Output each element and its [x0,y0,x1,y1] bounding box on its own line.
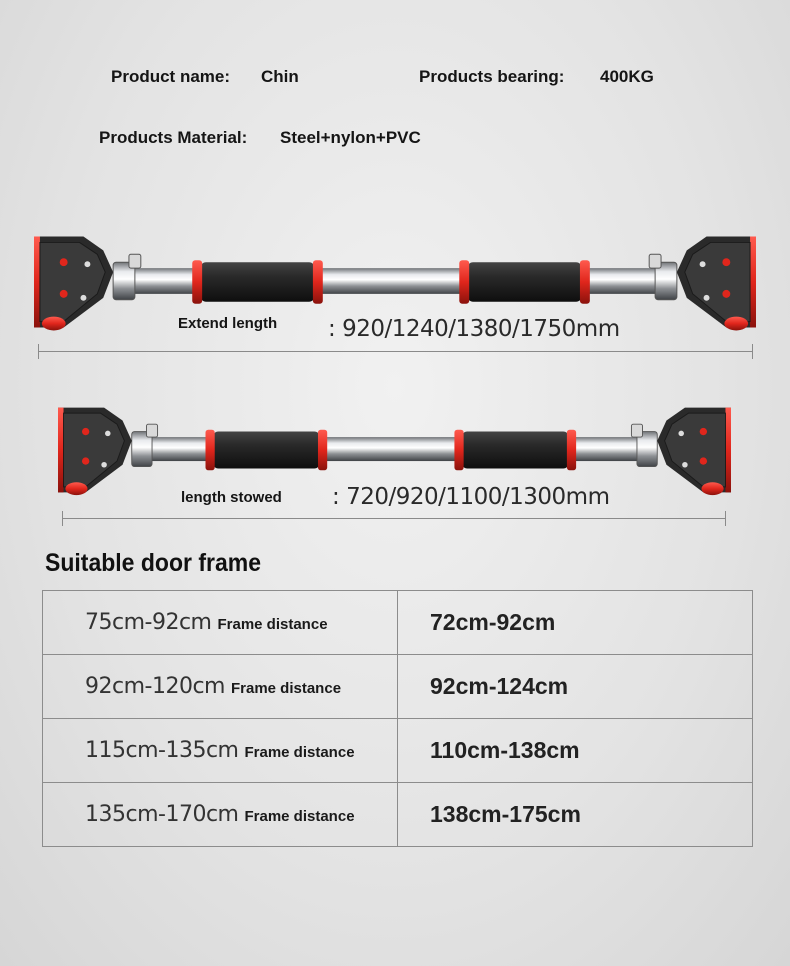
frame-distance-value: 138cm-175cm [430,801,581,827]
suitable-door-frame-title: Suitable door frame [45,549,261,577]
table-row [43,655,753,719]
frame-distance-value: 72cm-92cm [430,609,556,635]
door-width-range: 92cm-120cm [85,674,225,699]
extend-length-number: 920/1240/1380/1750mm [342,316,620,342]
extend-dimension-line [38,351,753,352]
bearing-value: 400KG [600,67,654,86]
frame-distance-label: Frame distance [244,744,355,761]
door-width-range: 135cm-170cm [85,802,239,827]
extend-length-value: : 920/1240/1380/1750mm [328,316,620,342]
frame-distance-value: 92cm-124cm [430,673,569,699]
length-stowed-label: length stowed [181,489,282,506]
material-value: Steel+nylon+PVC [280,128,421,147]
frame-distance-label: Frame distance [217,616,328,633]
product-name-label: Product name: [111,67,231,86]
door-width-range: 115cm-135cm [85,738,239,763]
length-stowed-value: : 720/920/1100/1300mm [332,484,610,510]
frame-distance-label: Frame distance [244,808,355,825]
door-width-range: 75cm-92cm [85,610,212,635]
bearing-label: Products bearing: [419,67,565,86]
frame-distance-label: Frame distance [230,680,342,697]
table-row [43,719,753,783]
door-frame-table [42,590,753,847]
material-label: Products Material: [99,128,248,147]
table-row [43,591,753,655]
length-stowed-number: 720/920/1100/1300mm [346,484,610,510]
product-name-value: Chin [261,67,299,86]
frame-distance-value: 110cm-138cm [430,737,580,763]
table-row [43,783,753,847]
extend-length-label: Extend length [178,315,278,332]
stowed-dimension-line [62,518,726,519]
